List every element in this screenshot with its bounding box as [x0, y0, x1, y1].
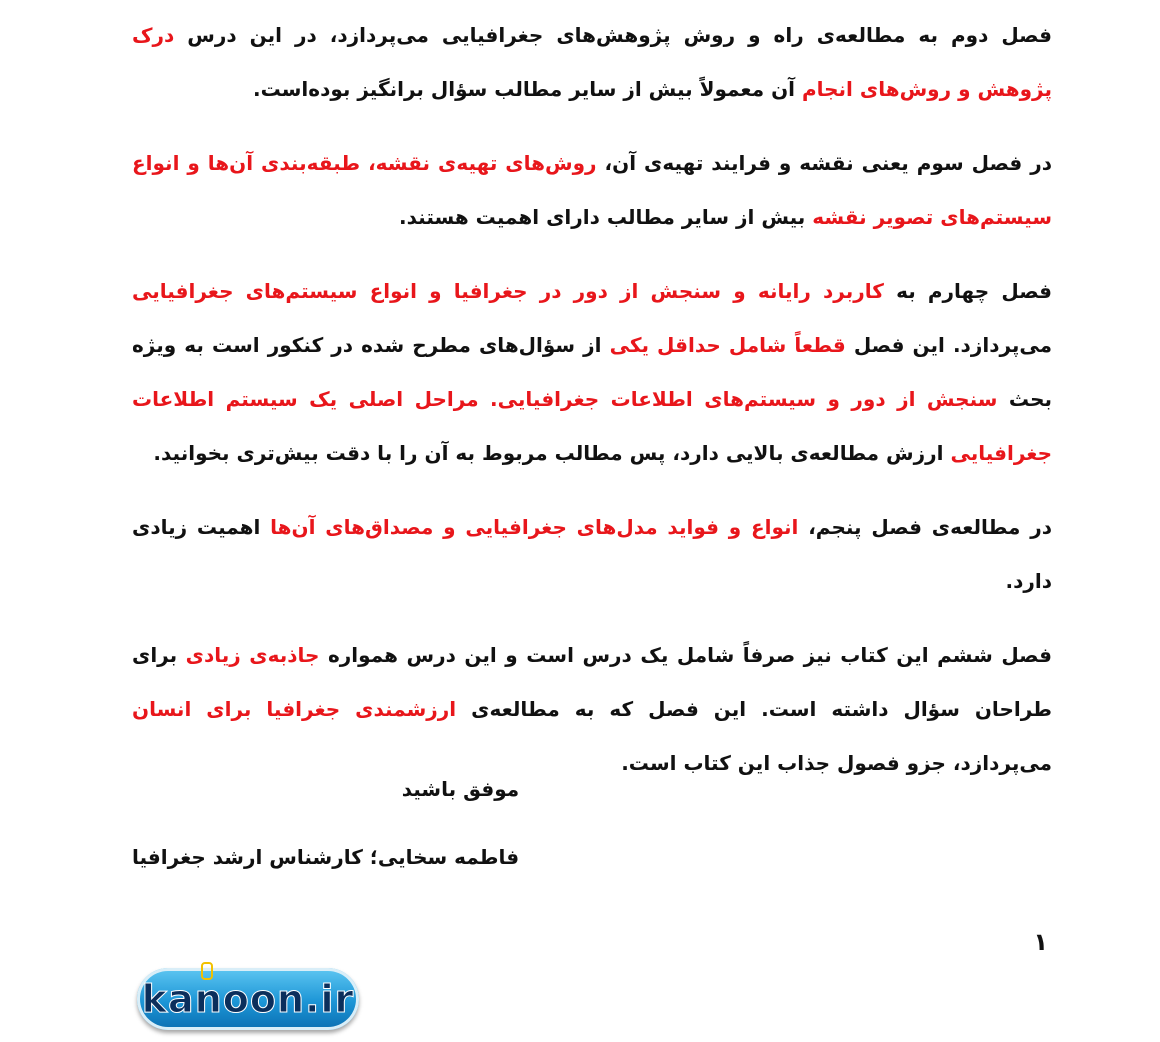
- closing-greeting: موفق باشید: [401, 777, 520, 801]
- highlighted-text: ارزشمندی جغرافیا برای انسان: [132, 697, 457, 721]
- paragraph-chapter-four: [132, 264, 1052, 480]
- highlighted-text: کاربرد رایانه و سنجش از دور در جغرافیا و انواع سیستم‌های جغرافیایی: [132, 279, 884, 303]
- highlighted-text: درک پژوهش و روش‌های انجام: [132, 23, 1052, 101]
- closing-block: [132, 772, 519, 908]
- highlighted-text: روش‌های تهیه‌ی نقشه، طبقه‌بندی آن‌ها و انواع سیستم‌های تصویر نقشه: [132, 151, 1052, 229]
- highlighted-text: جاذبه‌ی زیادی: [185, 643, 320, 667]
- body-text: می‌پردازد، جزو فصول جذاب این کتاب است.: [621, 751, 1052, 775]
- body-text: آن معمولاً بیش از سایر مطالب سؤال برانگیز بوده‌است.: [252, 77, 802, 101]
- highlighted-text: سنجش از دور و سیستم‌های اطلاعات جغرافیایی. مراحل اصلی یک سیستم اطلاعات جغرافیایی: [132, 387, 1052, 465]
- body-text: بیش از سایر مطالب دارای اهمیت هستند.: [399, 205, 813, 229]
- logo-ring-icon: [201, 962, 213, 980]
- document-body: [132, 8, 1052, 810]
- body-text: اهمیت زیادی دارد.: [132, 515, 1052, 593]
- kanoon-logo[interactable]: [137, 968, 359, 1030]
- body-text: فصل چهارم به: [883, 279, 1052, 303]
- body-text: برای طراحان سؤال داشته است. این فصل که به مطالعه‌ی: [132, 643, 1052, 721]
- body-text: در مطالعه‌ی فصل پنجم،: [798, 515, 1052, 539]
- paragraph-chapter-six: [132, 628, 1052, 790]
- highlighted-text: انواع و فواید مدل‌های جغرافیایی و مصداق‌های آن‌ها: [270, 515, 799, 539]
- body-text: می‌پردازد. این فصل: [845, 333, 1053, 357]
- body-text: فصل ششم این کتاب نیز صرفاً شامل یک درس است و این درس همواره: [319, 643, 1052, 667]
- author-signature: فاطمه سخایی؛ کارشناس ارشد جغرافیا: [132, 845, 520, 869]
- paragraph-chapter-two: [132, 8, 1052, 116]
- paragraph-chapter-five: [132, 500, 1052, 608]
- logo-text: kanoon.ir: [141, 977, 355, 1021]
- page-number: ۱: [1033, 928, 1048, 956]
- body-text: ارزش مطالعه‌ی بالایی دارد، پس مطالب مربوط به آن را با دقت بیش‌تری بخوانید.: [153, 441, 951, 465]
- body-text: فصل دوم به مطالعه‌ی راه و روش پژوهش‌های جغرافیایی می‌پردازد، در این درس: [174, 23, 1052, 47]
- paragraph-chapter-three: [132, 136, 1052, 244]
- body-text: از سؤال‌های مطرح شده در کنکور است به ویژه بحث: [132, 333, 1053, 411]
- highlighted-text: قطعاً شامل حداقل یکی: [609, 333, 846, 357]
- body-text: در فصل سوم یعنی نقشه و فرایند تهیه‌ی آن،: [596, 151, 1052, 175]
